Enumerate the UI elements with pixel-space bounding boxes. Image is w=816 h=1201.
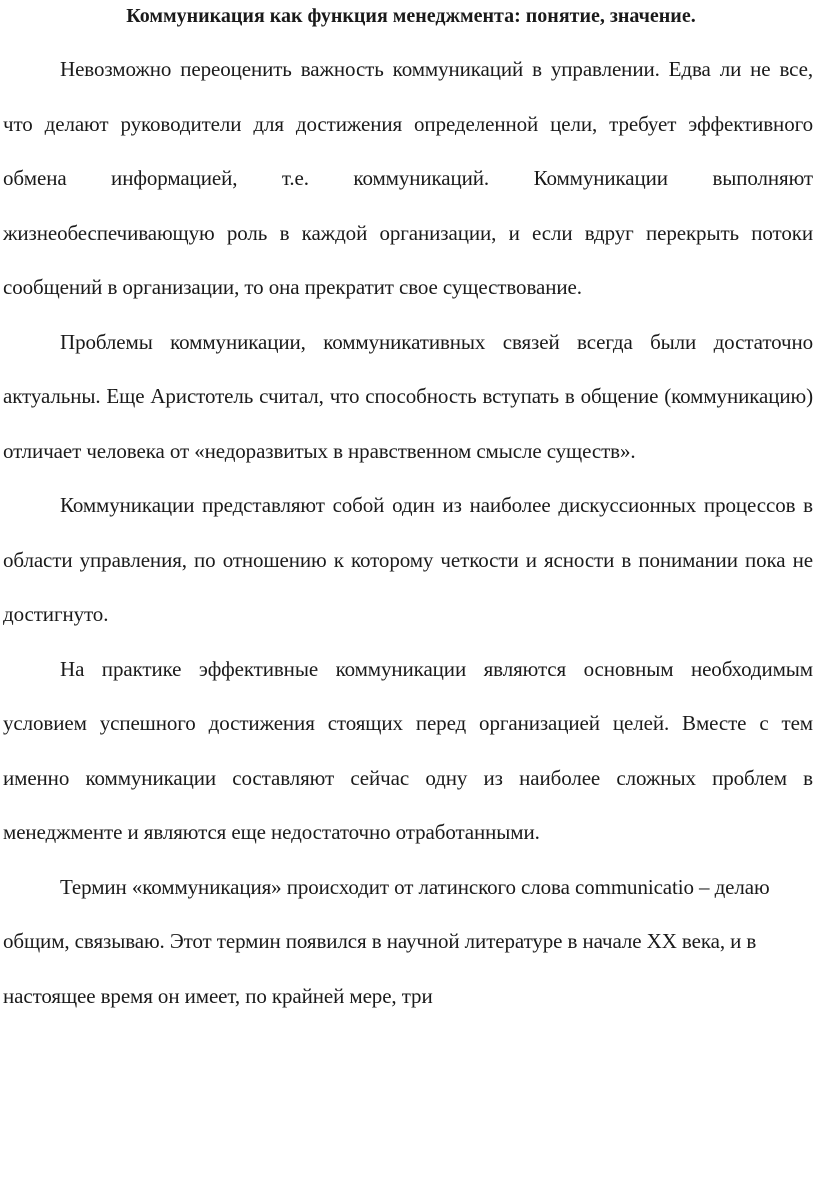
- paragraph-2: Проблемы коммуникации, коммуникативных связей всегда были достаточно актуальны. Еще Аристотель считал, что способность вступать в общение (коммуникацию) отличает человека от «недоразвитых в нравственном смысле существ».: [3, 329, 813, 463]
- document-title: Коммуникация как функция менеджмента: понятие, значение.: [126, 5, 696, 27]
- paragraph-5: Термин «коммуникация» происходит от латинского слова communicatio – делаю общим, связываю. Этот термин появился в научной литературе в начале XX века, и в настоящее время он имеет, по крайней мере, три: [3, 874, 770, 1008]
- paragraph-3: Коммуникации представляют собой один из наиболее дискуссионных процессов в области управления, по отношению к которому четкости и ясности в понимании пока не достигнуто.: [3, 493, 813, 626]
- document-body: [3, 42, 813, 1023]
- paragraph-4: На практике эффективные коммуникации являются основным необходимым условием успешного достижения стоящих перед организацией целей. Вместе с тем именно коммуникации составляют сейчас одну из наиболее сложных проблем в менеджменте и являются еще недостаточно отработанными.: [3, 656, 813, 844]
- paragraph-1: Невозможно переоценить важность коммуникаций в управлении. Едва ли не все, что делают руководители для достижения определенной цели, требует эффективного обмена информацией, т.е. коммуникаций. Коммуникации выполняют жизнеобеспечивающую роль в каждой организации, и если вдруг перекрыть потоки сообщений в организации, то она прекратит свое существование.: [3, 57, 813, 299]
